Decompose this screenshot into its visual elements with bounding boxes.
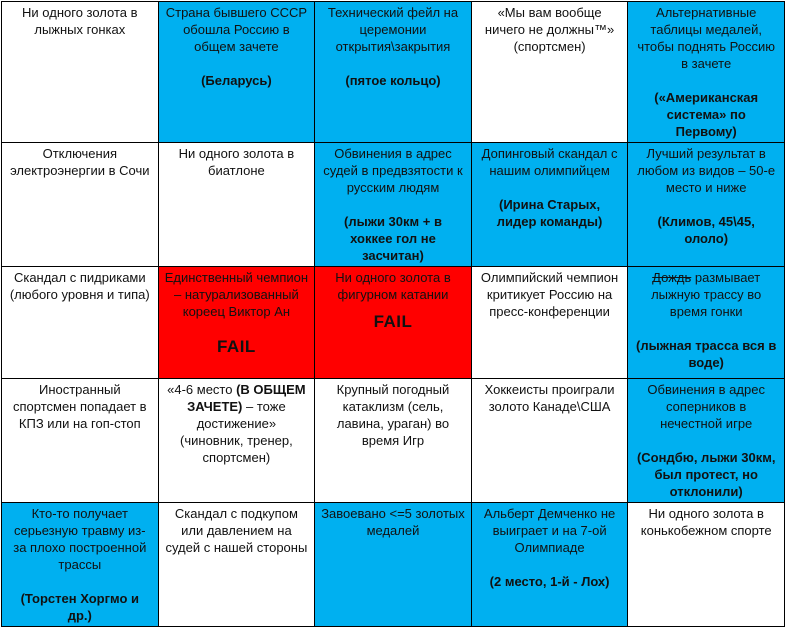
- cell-text: Единственный чемпион – натурализованный кореец Виктор Ан: [164, 270, 309, 319]
- bingo-cell-r3c3: [315, 267, 472, 379]
- bingo-cell-r3c5: [628, 267, 785, 379]
- bingo-cell-r3c4: [471, 267, 628, 379]
- bingo-cell-r2c5: [628, 143, 785, 267]
- table-row: [2, 267, 785, 379]
- cell-note: (Беларусь): [201, 73, 272, 88]
- bingo-cell-r2c1: [2, 143, 159, 267]
- fail-label: FAIL: [373, 312, 413, 331]
- bingo-cell-r5c3: [315, 503, 472, 627]
- cell-text-wrap: [165, 381, 309, 466]
- cell-text: Страна бывшего СССР обошла Россию в общем зачете: [165, 5, 308, 54]
- cell-text-wrap: [634, 269, 778, 320]
- cell-text: Ни одного золота в лыжных гонках: [22, 5, 138, 37]
- cell-note: (Сондбю, лыжи 30км, был протест, но отклонили): [636, 450, 776, 499]
- bingo-cell-r4c3: [315, 379, 472, 503]
- bingo-cell-r1c4: [471, 2, 628, 143]
- cell-note: («Американская система» по Первому): [654, 90, 759, 139]
- cell-text: Допинговый скандал с нашим олимпийцем: [481, 146, 618, 178]
- bingo-cell-r5c4: [471, 503, 628, 627]
- struck-word: Дождь: [652, 270, 692, 285]
- bingo-cell-r2c3: [315, 143, 472, 267]
- cell-note: (Торстен Хоргмо и др.): [20, 591, 139, 623]
- cell-note: (2 место, 1-й - Лох): [489, 574, 610, 589]
- bingo-table: [1, 1, 785, 627]
- bingo-cell-r1c3: [315, 2, 472, 143]
- bingo-cell-r2c2: [158, 143, 315, 267]
- cell-text: Альберт Демченко не выиграет и на 7-ой Олимпиаде: [483, 506, 616, 555]
- cell-text: Ни одного золота в конькобежном спорте: [640, 506, 772, 538]
- cell-text: Обвинения в адрес судей в предвзятости к русским людям: [323, 146, 463, 195]
- cell-text: Отключения электроэнергии в Сочи: [10, 146, 150, 178]
- cell-text: Хоккеисты проиграли золото Канаде\США: [484, 382, 615, 414]
- bingo-cell-r4c2: [158, 379, 315, 503]
- cell-note: (Ирина Старых, лидер команды): [496, 197, 603, 229]
- cell-text-suffix: – тоже достижение» (чиновник, тренер, спортсмен): [180, 399, 293, 465]
- cell-text: Олимпийский чемпион критикует Россию на пресс-конференции: [480, 270, 619, 319]
- cell-note: (пятое кольцо): [345, 73, 441, 88]
- cell-text-prefix: «4-6 место: [167, 382, 233, 397]
- table-row: [2, 379, 785, 503]
- cell-text: Скандал с подкупом или давлением на судей с нашей стороны: [165, 506, 308, 555]
- bingo-cell-r1c2: [158, 2, 315, 143]
- table-row: [2, 503, 785, 627]
- cell-text: Альтернативные таблицы медалей, чтобы поднять Россию в зачете: [637, 5, 776, 71]
- bingo-cell-r2c4: [471, 143, 628, 267]
- cell-text: Скандал с пидриками (любого уровня и типа): [9, 270, 150, 302]
- cell-text: Завоевано <=5 золотых медалей: [321, 506, 465, 538]
- cell-note: (Климов, 45\45, ололо): [657, 214, 755, 246]
- cell-text: размывает лыжную трассу во время гонки: [651, 270, 762, 319]
- bingo-cell-r1c1: [2, 2, 159, 143]
- bingo-cell-r5c1: [2, 503, 159, 627]
- bingo-cell-r4c5: [628, 379, 785, 503]
- cell-text: Лучший результат в любом из видов – 50-е место и ниже: [637, 146, 776, 195]
- fail-label: FAIL: [216, 337, 256, 356]
- table-row: [2, 143, 785, 267]
- cell-text: «Мы вам вообще ничего не должны™» (спортсмен): [484, 5, 615, 54]
- cell-text: Технический фейл на церемонии открытия\закрытия: [327, 5, 459, 54]
- bingo-cell-r4c4: [471, 379, 628, 503]
- cell-text: Ни одного золота в фигурном катании: [335, 270, 451, 302]
- bingo-cell-r3c2: [158, 267, 315, 379]
- table-row: [2, 2, 785, 143]
- cell-text: Ни одного золота в биатлоне: [178, 146, 295, 178]
- cell-text: Иностранный спортсмен попадает в КПЗ или на гоп-стоп: [12, 382, 147, 431]
- bingo-cell-r5c2: [158, 503, 315, 627]
- bingo-cell-r4c1: [2, 379, 159, 503]
- cell-text: Крупный погодный катаклизм (сель, лавина, ураган) во время Игр: [336, 382, 450, 448]
- cell-note: (лыжи 30км + в хоккее гол не засчитан): [344, 214, 442, 263]
- bingo-cell-r5c5: [628, 503, 785, 627]
- cell-text: Обвинения в адрес соперников в нечестной игре: [647, 382, 765, 431]
- bingo-cell-r3c1: [2, 267, 159, 379]
- cell-text-bold: (В ОБЩЕМ ЗАЧЕТЕ): [187, 382, 306, 414]
- cell-text: Кто-то получает серьезную травму из-за плохо построенной трассы: [13, 506, 147, 572]
- bingo-cell-r1c5: [628, 2, 785, 143]
- cell-note: (лыжная трасса вся в воде): [636, 338, 777, 370]
